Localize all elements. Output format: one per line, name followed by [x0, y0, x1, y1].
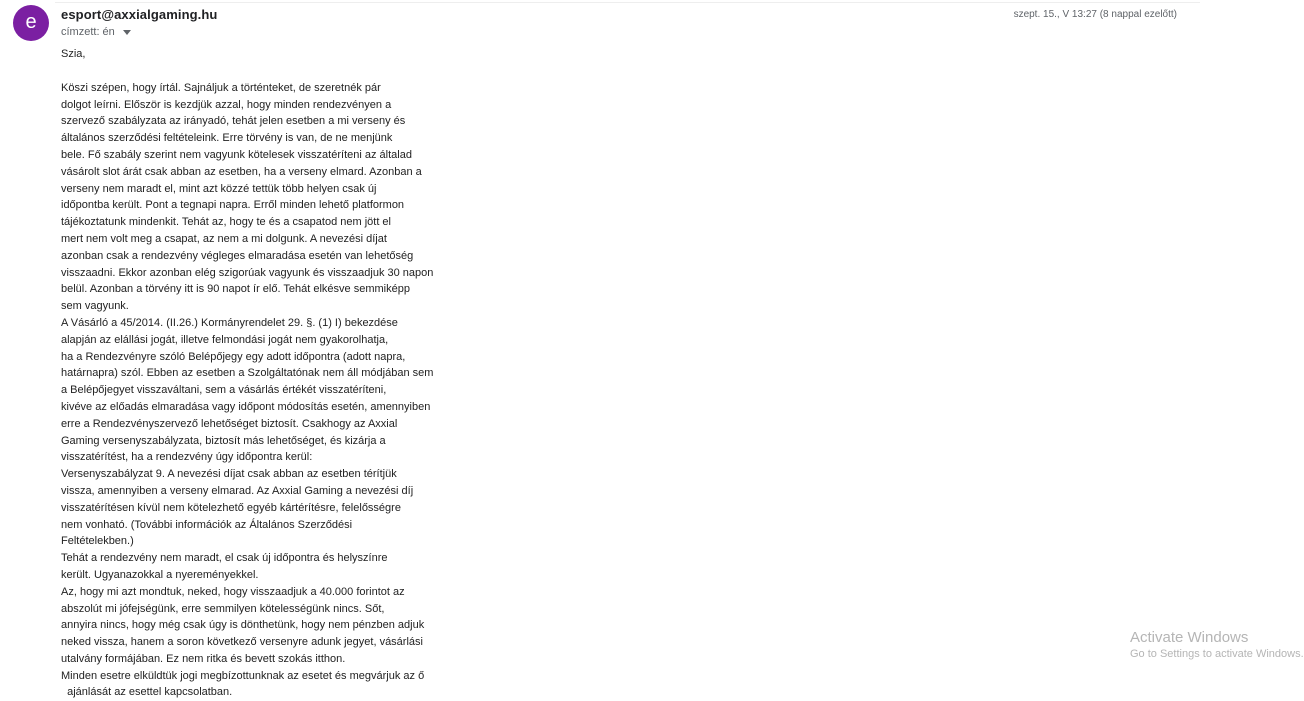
- message-line: neked vissza, hanem a soron következő versenyre adunk jegyet, vásárlási: [61, 636, 423, 649]
- message-date: szept. 15., V 13:27 (8 nappal ezelőtt): [1013, 9, 1177, 20]
- message-line: alapján az elállási jogát, illetve felmondási jogát nem gyakorolhatja,: [61, 333, 389, 346]
- message-line: került. Ugyanazokkal a nyereményekkel.: [61, 568, 259, 581]
- message-line: abszolút mi jófejségünk, erre semmilyen kötelességünk nincs. Sőt,: [61, 602, 385, 615]
- message-line: időpontba került. Pont a tegnapi napra. Erről minden lehető platformon: [61, 199, 405, 212]
- recipient-label: címzett: én: [61, 26, 115, 38]
- watermark-title: Activate Windows: [1130, 629, 1249, 646]
- message-line: mert nem volt meg a csapat, az nem a mi dolgunk. A nevezési díjat: [61, 232, 387, 245]
- message-line: Minden esetre elküldtük jogi megbízottunknak az esetet és megvárjuk az ő: [61, 669, 425, 682]
- message-line: Köszi szépen, hogy írtál. Sajnáljuk a történteket, de szeretnék pár: [61, 81, 381, 94]
- message-line: bele. Fő szabály szerint nem vagyunk kötelesek visszatéríteni az általad: [61, 148, 412, 161]
- message-line: sem vagyunk.: [61, 300, 129, 313]
- recipient-details-toggle[interactable]: [61, 26, 131, 38]
- message-line: Gaming versenyszabályzata, biztosít más lehetőséget, és kizárja a: [61, 434, 386, 447]
- message-line: utalvány formájában. Ez nem ritka és bevett szokás itthon.: [61, 652, 346, 665]
- message-line: visszaadni. Ekkor azonban elég szigorúak vagyunk és visszaadjuk 30 napon: [61, 266, 434, 279]
- message-line: határnapra) szól. Ebben az esetben a Szolgáltatónak nem áll módjában sem: [61, 367, 434, 380]
- message-line: Az, hogy mi azt mondtuk, neked, hogy visszaadjuk a 40.000 forintot az: [61, 585, 405, 598]
- sender-address[interactable]: esport@axxialgaming.hu: [61, 7, 218, 22]
- message-line: tájékoztatunk mindenkit. Tehát az, hogy te és a csapatod nem jött el: [61, 216, 391, 229]
- top-divider: [55, 2, 1200, 3]
- message-line: ha a Rendezvényre szóló Belépőjegy egy adott időpontra (adott napra,: [61, 350, 406, 363]
- message-line: belül. Azonban a törvény itt is 90 napot ír elő. Tehát elkésve semmiképp: [61, 283, 410, 296]
- message-line: Tehát a rendezvény nem maradt, el csak új időpontra és helyszínre: [61, 552, 388, 565]
- sender-avatar[interactable]: e: [13, 5, 49, 41]
- message-line: nem vonható. (További információk az Általános Szerződési: [61, 518, 353, 531]
- watermark-subtitle: Go to Settings to activate Windows.: [1130, 648, 1304, 660]
- activate-windows-watermark: [1130, 628, 1304, 661]
- message-line: verseny nem maradt el, mint azt közzé tettük több helyen csak új: [61, 182, 377, 195]
- message-line: A Vásárló a 45/2014. (II.26.) Kormányrendelet 29. §. (1) I) bekezdése: [61, 316, 398, 329]
- message-line: ajánlását az esettel kapcsolatban.: [61, 686, 233, 699]
- message-line: azonban csak a rendezvény végleges elmaradása esetén van lehetőség: [61, 249, 414, 262]
- message-line: kivéve az előadás elmaradása vagy időpont módosítás esetén, amennyiben: [61, 400, 431, 413]
- message-line: általános szerződési feltételeink. Erre törvény is van, de ne menjünk: [61, 132, 393, 145]
- message-line: visszatérítést, ha a rendezvény úgy időpontra kerül:: [61, 451, 313, 464]
- message-body: [61, 46, 433, 701]
- message-line: annyira nincs, hogy még csak úgy is dönthetünk, hogy nem pénzben adjuk: [61, 619, 425, 632]
- message-line: erre a Rendezvényszervező lehetőséget biztosít. Csakhogy az Axxial: [61, 417, 398, 430]
- message-text: [61, 80, 433, 701]
- message-line: visszatérítésen kívül nem kötelezhető egyéb kártérítésre, felelősségre: [61, 501, 401, 514]
- message-line: vásárolt slot árát csak abban az esetben, ha a verseny elmard. Azonban a: [61, 165, 422, 178]
- message-line: vissza, amennyiben a verseny elmarad. Az Axxial Gaming a nevezési díj: [61, 484, 414, 497]
- message-line: Versenyszabályzat 9. A nevezési díjat csak abban az esetben térítjük: [61, 468, 397, 481]
- message-line: szervező szabályzata az irányadó, tehát jelen esetben a mi verseny és: [61, 115, 406, 128]
- message-line: a Belépőjegyet visszaváltani, sem a vásárlás értékét visszatéríteni,: [61, 384, 387, 397]
- message-greeting: Szia,: [61, 48, 86, 60]
- message-line: dolgot leírni. Először is kezdjük azzal, hogy minden rendezvényen a: [61, 98, 392, 111]
- chevron-down-icon[interactable]: [123, 30, 131, 35]
- message-line: Feltételekben.): [61, 535, 134, 548]
